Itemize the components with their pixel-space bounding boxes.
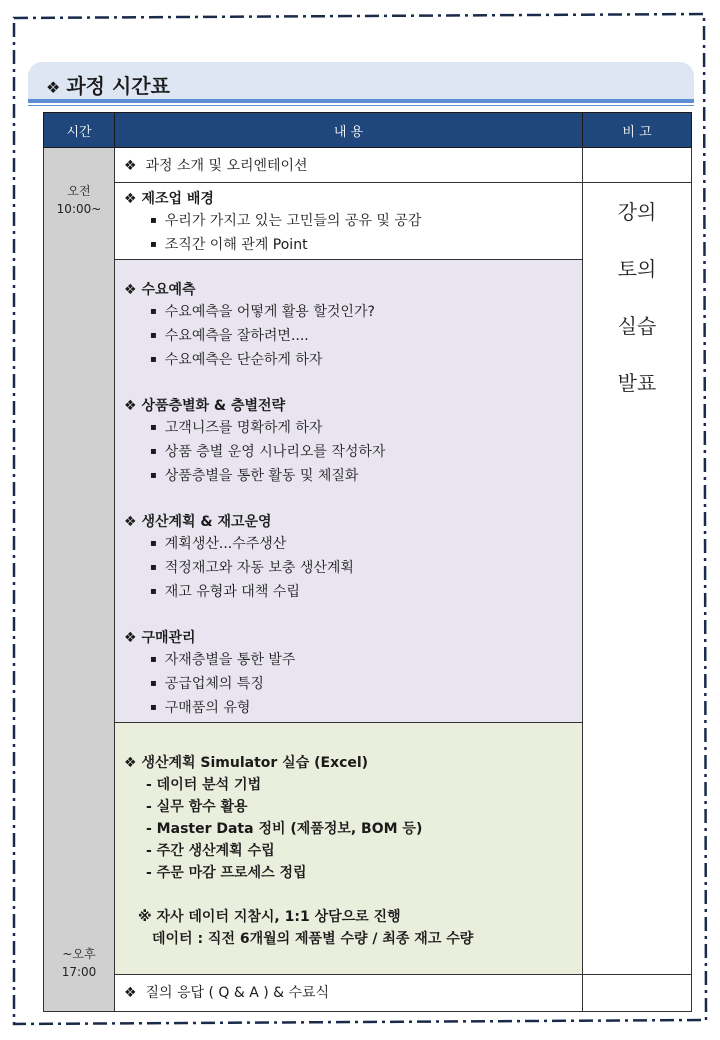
diamond-bullet-icon: ❖: [124, 630, 137, 646]
diamond-bullet-icon: ❖: [124, 755, 137, 771]
start-time: 10:00~: [56, 202, 102, 216]
intro-remarks: [583, 148, 692, 183]
list-item: ▪ 구매품의 유형: [124, 697, 581, 721]
section-title: 생산계획 & 재고운영: [141, 514, 272, 530]
intro-text: 과정 소개 및 오리엔테이션: [145, 158, 308, 174]
diamond-bullet-icon: ❖: [124, 985, 137, 1001]
title-underline: [28, 99, 694, 103]
list-item: ▪ 계획생산...수주생산: [124, 533, 581, 557]
list-item: ▪ 우리가 가지고 있는 고민들의 공유 및 공감: [124, 210, 581, 234]
diamond-bullet-icon: ❖: [46, 78, 61, 97]
row-intro: [44, 148, 692, 183]
list-item: ▪ 조직간 이해 관계 Point: [124, 234, 581, 258]
start-label: 오전: [67, 184, 91, 198]
list-item: ▪ 공급업체의 특징: [124, 673, 581, 697]
theory-cell: [115, 260, 583, 723]
simulator-cell: [115, 723, 583, 975]
list-item: ▪ 상품층별을 통한 활동 및 체질화: [124, 465, 581, 489]
list-item: - 데이터 분석 기법: [146, 777, 262, 793]
remark-presentation: 발표: [617, 371, 657, 395]
list-item: ▪ 적정재고와 자동 보충 생산계획: [124, 557, 581, 581]
remark-discussion: 토의: [617, 257, 657, 281]
diamond-bullet-icon: ❖: [124, 191, 137, 207]
row-qa: [44, 975, 692, 1012]
remark-lecture: 강의: [617, 200, 657, 224]
list-item: - 주간 생산계획 수립: [146, 843, 275, 859]
schedule-table: [43, 112, 692, 1012]
list-item: ▪ 수요예측을 잘하려면....: [124, 325, 581, 349]
section-title: 생산계획 Simulator 실습 (Excel): [141, 755, 369, 771]
diamond-bullet-icon: ❖: [124, 282, 137, 298]
end-label: ~오후: [62, 947, 96, 961]
diamond-bullet-icon: ❖: [124, 514, 137, 530]
title-underline-thin: [28, 105, 694, 106]
header-remarks: 비 고: [583, 113, 692, 148]
intro-cell: [115, 148, 583, 183]
header-row: [44, 113, 692, 148]
section-title: 구매관리: [141, 630, 196, 646]
header-time: 시간: [44, 113, 115, 148]
time-column: [44, 148, 115, 1012]
list-item: - 주문 마감 프로세스 정립: [146, 865, 307, 881]
qa-cell: [115, 975, 583, 1012]
list-item: ▪ 상품 층별 운영 시나리오를 작성하자: [124, 441, 581, 465]
qa-text: 질의 응답 ( Q & A ) & 수료식: [145, 985, 330, 1001]
list-item: - Master Data 정비 (제품정보, BOM 등): [146, 821, 423, 837]
end-time: 17:00: [61, 965, 97, 979]
manufacturing-cell: [115, 183, 583, 260]
list-item: - 실무 함수 활용: [146, 799, 248, 815]
section-title: 상품층별화 & 층별전략: [141, 398, 286, 414]
page-title-text: 과정 시간표: [66, 74, 170, 98]
list-item: ▪ 자재층별을 통한 발주: [124, 649, 581, 673]
header-content: 내 용: [115, 113, 583, 148]
list-item: ▪ 수요예측은 단순하게 하자: [124, 349, 581, 373]
list-item: ▪ 고객니즈를 명확하게 하자: [124, 417, 581, 441]
simulator-note: ※ 자사 데이터 지참시, 1:1 상담으로 진행: [138, 909, 401, 925]
list-item: ▪ 재고 유형과 대책 수립: [124, 581, 581, 605]
remark-practice: 실습: [617, 314, 657, 338]
section-title: 제조업 배경: [141, 191, 214, 207]
simulator-data-note: 데이터 : 직전 6개월의 제품별 수량 / 최종 재고 수량: [152, 931, 474, 947]
remarks-cell: [583, 183, 692, 975]
row-manufacturing: [44, 183, 692, 260]
page-title: [46, 70, 170, 99]
diamond-bullet-icon: ❖: [124, 398, 137, 414]
list-item: ▪ 수요예측을 어떻게 활용 할것인가?: [124, 301, 581, 325]
qa-remarks: [583, 975, 692, 1012]
section-title: 수요예측: [141, 282, 196, 298]
diamond-bullet-icon: ❖: [124, 158, 137, 174]
